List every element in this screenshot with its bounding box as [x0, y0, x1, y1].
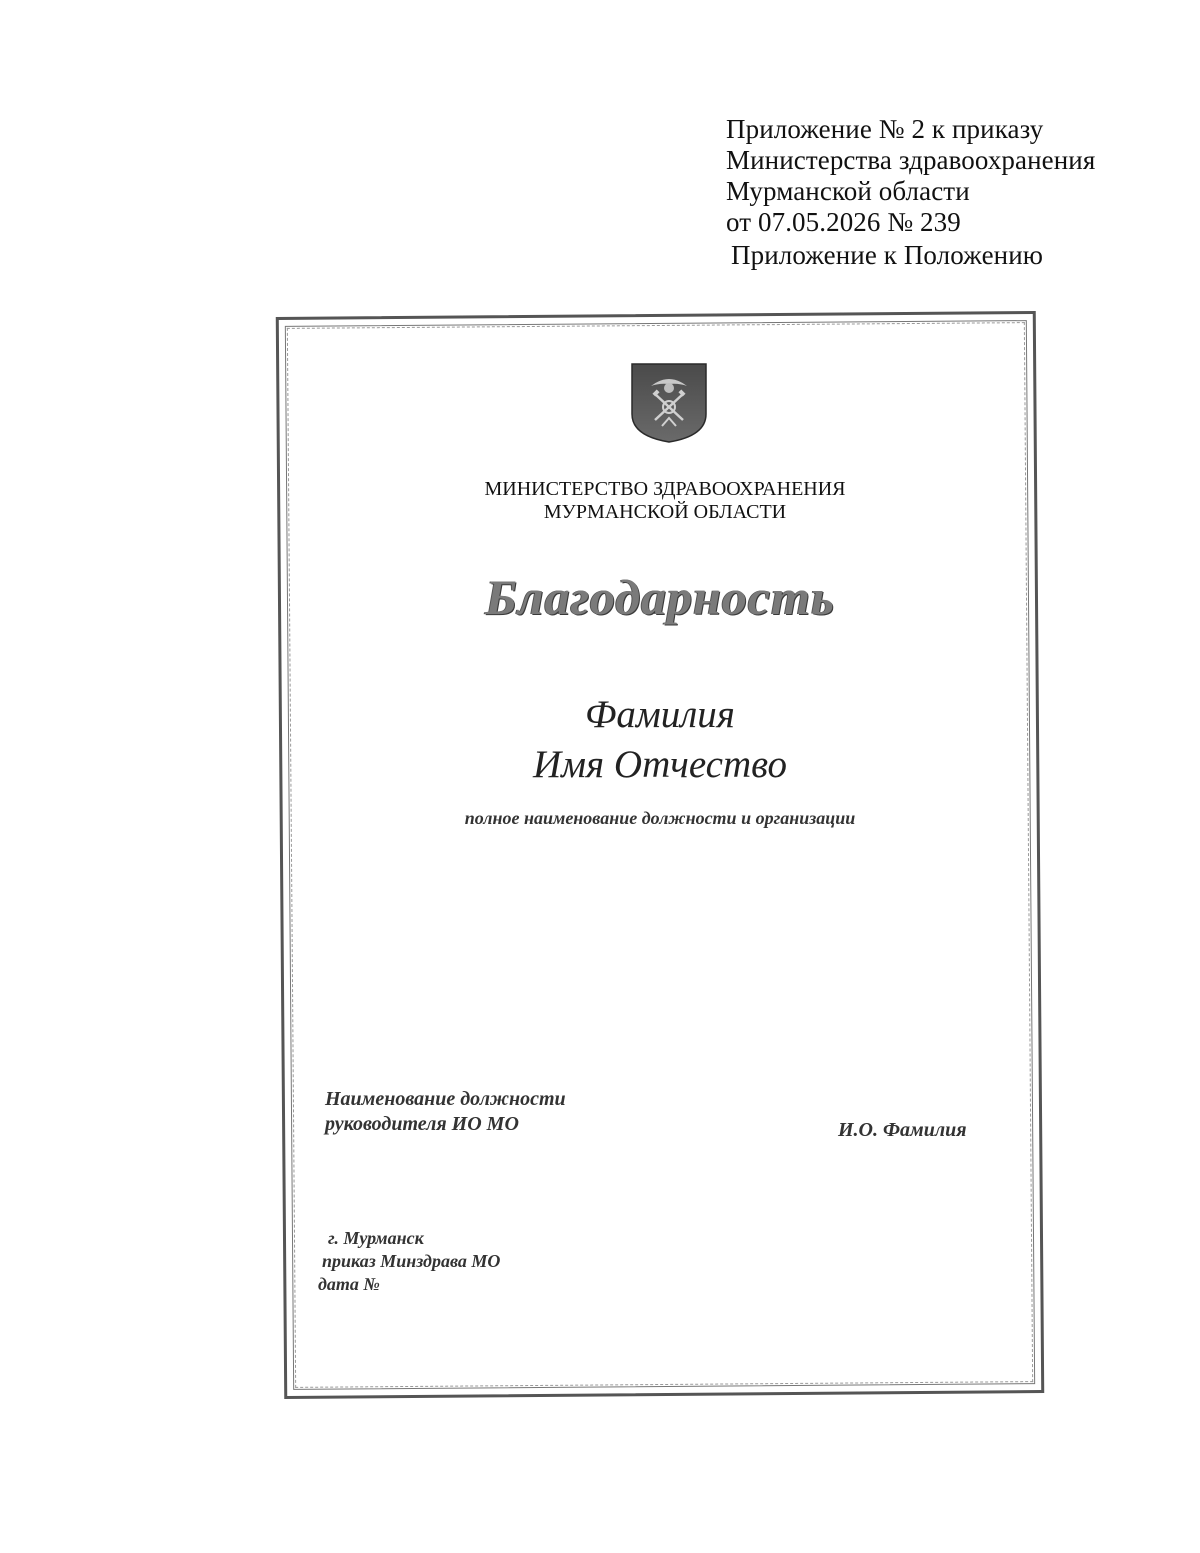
coat-of-arms-icon [629, 362, 709, 444]
recipient-position: полное наименование должности и организации [464, 808, 856, 828]
signatory-position-line-2: руководителя ИО МО [325, 1113, 519, 1135]
document-header [726, 114, 1166, 271]
ministry-name-line-2: МУРМАНСКОЙ ОБЛАСТИ [543, 501, 787, 523]
footer-order: приказ Минздрава МО [322, 1251, 501, 1271]
header-line-ministry: Министерства здравоохранения [726, 145, 1096, 175]
header-line-appendix: Приложение № 2 к приказу [726, 114, 1044, 144]
ministry-name-line-1: МИНИСТЕРСТВО ЗДРАВООХРАНЕНИЯ [484, 478, 846, 500]
header-line-region: Мурманской области [726, 176, 970, 206]
header-line-date-number: от 07.05.2026 № 239 [726, 207, 961, 237]
signatory-position [325, 1087, 566, 1137]
footer-date-number: дата № [318, 1274, 380, 1294]
footer-city: г. Мурманск [328, 1228, 424, 1248]
recipient-surname: Фамилия [585, 693, 735, 736]
certificate-title: Благодарность [485, 569, 835, 625]
recipient-given-names: Имя Отчество [532, 743, 788, 786]
signatory-position-line-1: Наименование должности [325, 1088, 566, 1110]
signatory-name: И.О. Фамилия [838, 1119, 967, 1141]
header-line-regulation: Приложение к Положению [731, 240, 1044, 270]
